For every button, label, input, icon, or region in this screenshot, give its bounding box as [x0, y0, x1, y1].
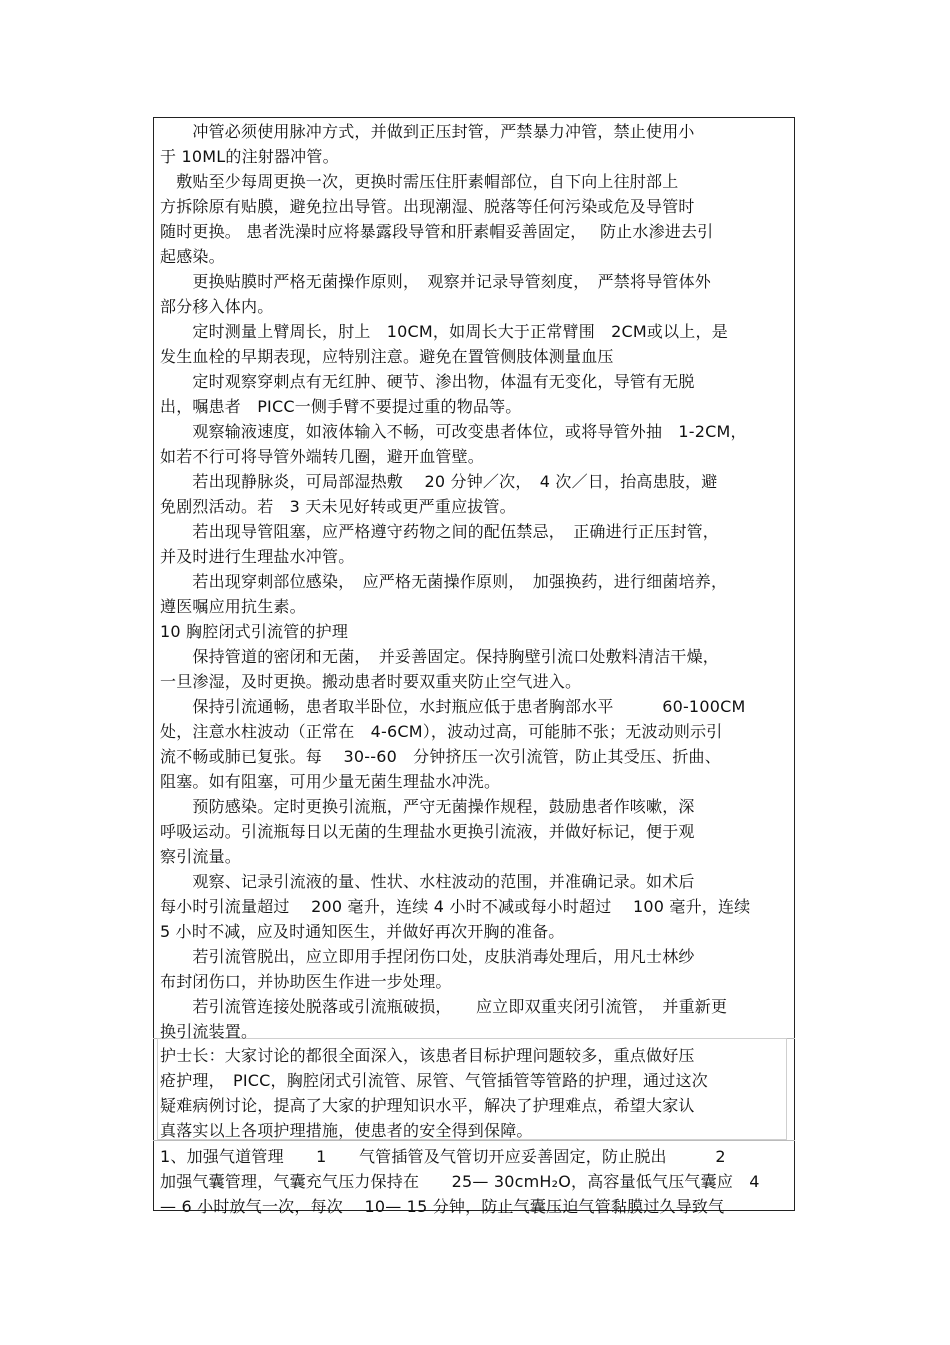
- text-line: 如若不行可将导管外端转几圈，避开血管壁。: [160, 447, 485, 466]
- text-line: 于 10ML的注射器冲管。: [160, 147, 339, 166]
- text-line: 加强气囊管理，气囊充气压力保持在 25— 30cmH₂O，高容量低气压气囊应 4: [160, 1172, 760, 1191]
- text-line: 护士长：大家讨论的都很全面深入，该患者目标护理问题较多，重点做好压: [160, 1046, 695, 1065]
- text-line: 敷贴至少每周更换一次，更换时需压住肝素帽部位，自下向上往肘部上: [160, 172, 679, 191]
- text-line: 发生血栓的早期表现，应特别注意。避免在置管侧肢体测量血压: [160, 347, 614, 366]
- text-line: 每小时引流量超过 200 毫升，连续 4 小时不减或每小时超过 100 毫升，连续: [160, 897, 751, 916]
- text-line: 疮护理， PICC，胸腔闭式引流管、尿管、气管插管等管路的护理，通过这次: [160, 1071, 708, 1090]
- text-line: 若出现静脉炎，可局部湿热敷 20 分钟／次， 4 次／日，抬高患肢，避: [160, 472, 718, 491]
- text-line: 1、加强气道管理 1 气管插管及气管切开应妥善固定，防止脱出 2: [160, 1147, 726, 1166]
- text-line: 定时测量上臂周长，肘上 10CM，如周长大于正常臂围 2CM或以上，是: [160, 322, 728, 341]
- text-line: 更换贴膜时严格无菌操作原则， 观察并记录导管刻度， 严禁将导管体外: [160, 272, 712, 291]
- text-line: 部分移入体内。: [160, 297, 274, 316]
- text-line: 10 胸腔闭式引流管的护理: [160, 622, 349, 641]
- text-line: 阻塞。如有阻塞，可用少量无菌生理盐水冲洗。: [160, 772, 501, 791]
- text-line: 若出现导管阻塞，应严格遵守药物之间的配伍禁忌， 正确进行正压封管，: [160, 522, 720, 541]
- text-line: 随时更换。 患者洗澡时应将暴露段导管和肝素帽妥善固定， 防止水渗进去引: [160, 222, 714, 241]
- text-line: 若出现穿刺部位感染， 应严格无菌操作原则， 加强换药，进行细菌培养，: [160, 572, 728, 591]
- text-line: 流不畅或肺已复张。每 30--60 分钟挤压一次引流管，防止其受压、折曲、: [160, 747, 721, 766]
- text-line: 布封闭伤口，并协助医生作进一步处理。: [160, 972, 452, 991]
- text-line: 保持引流通畅，患者取半卧位，水封瓶应低于患者胸部水平 60-100CM: [160, 697, 746, 716]
- text-line: 5 小时不减，应及时通知医生，并做好再次开胸的准备。: [160, 922, 565, 941]
- text-line: 遵医嘱应用抗生素。: [160, 597, 306, 616]
- text-line: 若引流管连接处脱落或引流瓶破损， 应立即双重夹闭引流管， 并重新更: [160, 997, 728, 1016]
- text-line: 起感染。: [160, 247, 225, 266]
- text-line: 并及时进行生理盐水冲管。: [160, 547, 355, 566]
- text-line: 一旦渗湿，及时更换。搬动患者时要双重夹防止空气进入。: [160, 672, 582, 691]
- text-line: 疑难病例讨论，提高了大家的护理知识水平，解决了护理难点，希望大家认: [160, 1096, 695, 1115]
- text-line: 冲管必须使用脉冲方式，并做到正压封管，严禁暴力冲管，禁止使用小: [160, 122, 695, 141]
- text-line: 免剧烈活动。若 3 天未见好转或更严重应拔管。: [160, 497, 516, 516]
- text-line: 真落实以上各项护理措施，使患者的安全得到保障。: [160, 1121, 533, 1140]
- text-line: — 6 小时放气一次，每次 10— 15 分钟，防止气囊压迫气管黏膜过久导致气: [160, 1197, 725, 1216]
- text-line: 出，嘱患者 PICC一侧手臂不要提过重的物品等。: [160, 397, 522, 416]
- text-line: 若引流管脱出，应立即用手捏闭伤口处，皮肤消毒处理后，用凡士林纱: [160, 947, 695, 966]
- text-line: 观察、记录引流液的量、性状、水柱波动的范围，并准确记录。如术后: [160, 872, 695, 891]
- text-line: 保持管道的密闭和无菌， 并妥善固定。保持胸壁引流口处敷料清洁干燥，: [160, 647, 720, 666]
- text-line: 察引流量。: [160, 847, 242, 866]
- text-line: 换引流装置。: [160, 1022, 258, 1041]
- text-line: 方拆除原有贴膜，避免拉出导管。出现潮湿、脱落等任何污染或危及导管时: [160, 197, 695, 216]
- text-line: 定时观察穿刺点有无红肿、硬节、渗出物，体温有无变化，导管有无脱: [160, 372, 695, 391]
- text-line: 处，注意水柱波动（正常在 4-6CM），波动过高，可能肺不张；无波动则示引: [160, 722, 723, 741]
- text-line: 呼吸运动。引流瓶每日以无菌的生理盐水更换引流液，并做好标记，便于观: [160, 822, 695, 841]
- text-line: 预防感染。定时更换引流瓶，严守无菌操作规程，鼓励患者作咳嗽，深: [160, 797, 695, 816]
- text-line: 观察输液速度，如液体输入不畅，可改变患者体位，或将导管外抽 1-2CM，: [160, 422, 747, 441]
